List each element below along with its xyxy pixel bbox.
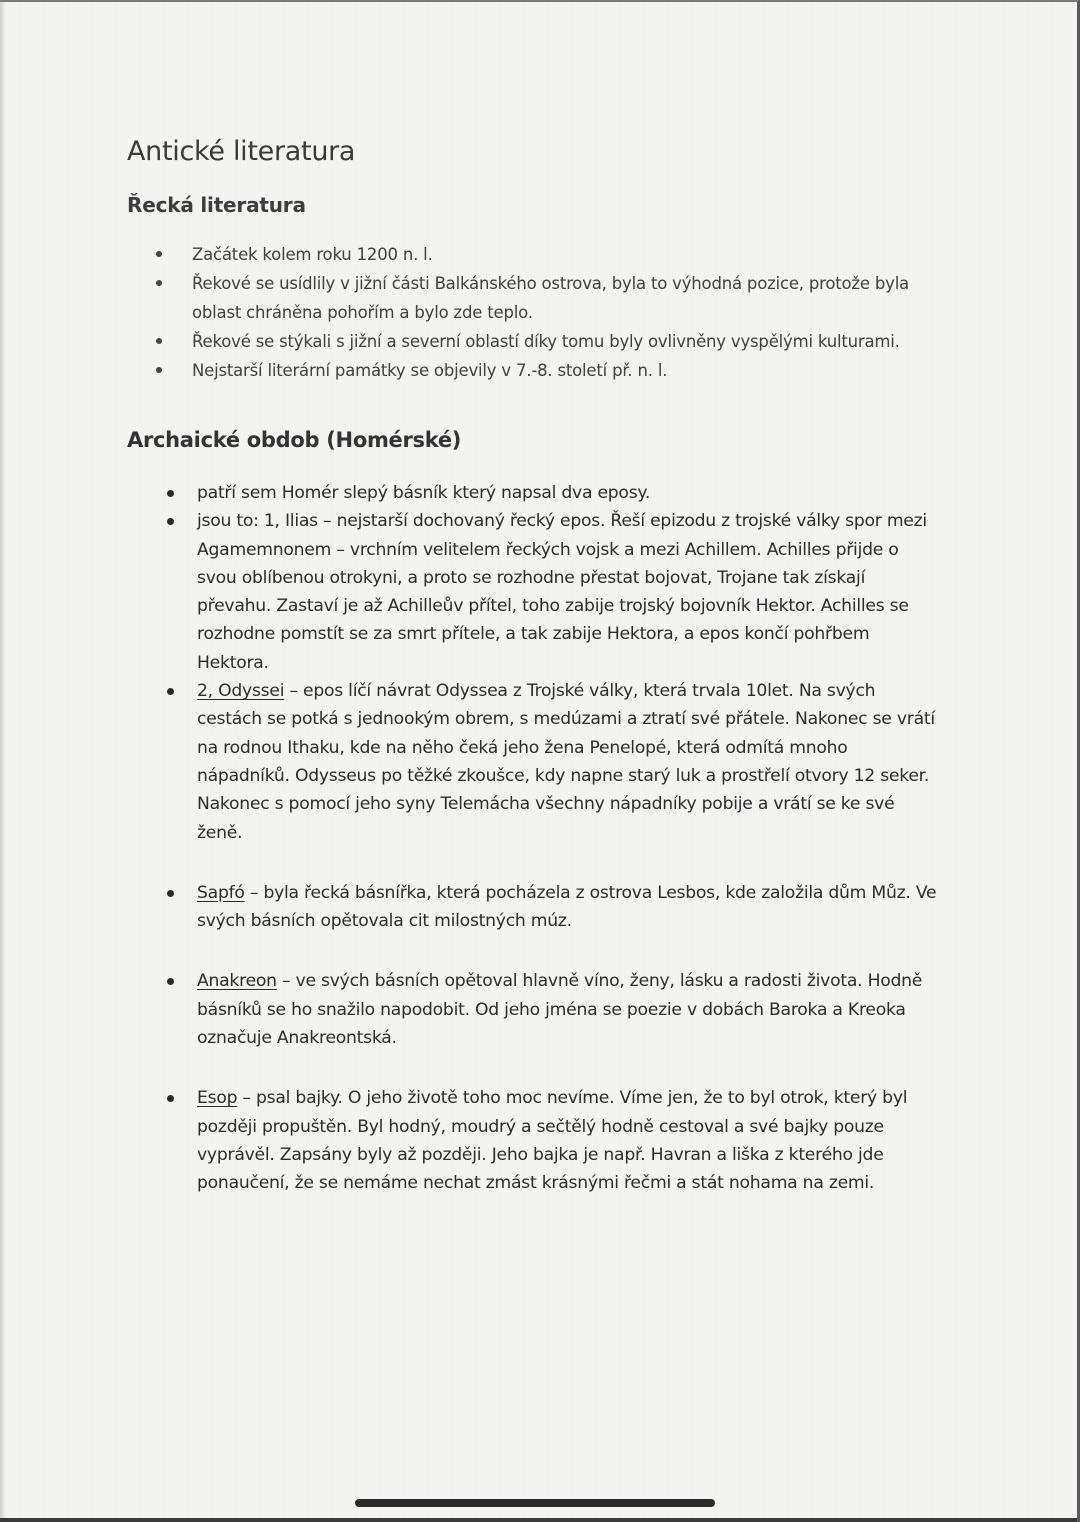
bullet-icon [167, 688, 174, 695]
bullet-icon [156, 280, 162, 286]
list-item [192, 269, 912, 327]
bullet-icon [156, 367, 162, 373]
list-item-text: – psal bajky. O jeho životě toho moc nevíme. Víme jen, že to byl otrok, který byl později propuštěn. Byl hodný, moudrý a sečtělý hodně cestoval a své bajky pouze vyprávěl. Zapsány byly až později. Jeho bajka je např. Havran a liška z kterého jde ponaučení, že se nemáme nechat zmást krásnými řečmi a stát nohama na zemi. [197, 1088, 908, 1194]
list-item-text: Nejstarší literární památky se objevily v 7.-8. století př. n. l. [192, 361, 668, 380]
bullet-icon [167, 978, 174, 985]
horizontal-scrollbar[interactable] [355, 1499, 715, 1507]
list-item-text: Začátek kolem roku 1200 n. l. [192, 245, 433, 264]
list-item-ilias [197, 507, 937, 677]
section-heading-greek-literature: Řecká literatura [127, 193, 306, 217]
bullet-icon [167, 1095, 174, 1102]
list-item-text: Řekové se stýkali s jižní a severní oblastí díky tomu byly ovlivněny vyspělými kulturami. [192, 332, 900, 351]
list-item [192, 356, 912, 385]
list-item-text: Řekové se usídlily v jižní části Balkánského ostrova, byla to výhodná pozice, protože byla oblast chráněna pohořím a bylo zde teplo. [192, 274, 909, 322]
bullet-icon [167, 490, 174, 497]
document-title: Antické literatura [127, 136, 356, 167]
list-item-anakreon [197, 967, 937, 1052]
anakreon-term: Anakreon [197, 971, 277, 992]
bullet-icon [167, 518, 174, 525]
list-item-text: – byla řecká básnířka, která pocházela z ostrova Lesbos, kde založila dům Můz. Ve svých básních opětovala cit milostných múz. [197, 882, 937, 932]
list-item-text: – ve svých básních opětoval hlavně víno, ženy, lásku a radosti života. Hodně básníků se ho snažilo napodobit. Od jeho jména se poezie v dobách Baroka a Kreoka označuje Anakreontská. [197, 971, 923, 1049]
page-bottom-edge [0, 1518, 1080, 1522]
greek-literature-list [192, 240, 912, 385]
list-item [192, 327, 912, 356]
list-item-odyssei [197, 677, 937, 847]
list-item [192, 240, 912, 269]
bullet-icon [167, 890, 174, 897]
sapfo-term: Sapfó [197, 882, 245, 903]
archaic-period-list [197, 479, 937, 1198]
list-item-sapfo [197, 879, 937, 936]
list-item-homer [197, 479, 937, 507]
odyssei-term: 2, Odyssei [197, 681, 285, 702]
esop-term: Esop [197, 1088, 238, 1109]
list-item-text: patří sem Homér slepý básník který napsal dva eposy. [197, 483, 651, 503]
section-heading-archaic-period: Archaické obdob (Homérské) [127, 428, 462, 452]
list-item-text: – epos líčí návrat Odyssea z Trojské války, která trvala 10let. Na svých cestách se potká s jednookým obrem, s medúzami a ztratí své přátele. Nakonec se vrátí na rodnou Ithaku, kde na něho čeká jeho žena Penelopé, která odmítá mnoho nápadníků. Odysseus po těžké zkoušce, kdy napne starý luk a prostřelí otvory 12 seker. Nakonec s pomocí jeho syny Telemácha všechny nápadníky pobije a vrátí se ke své ženě. [197, 681, 935, 843]
bullet-icon [156, 251, 162, 257]
document-content [0, 2, 1080, 1522]
list-item-esop [197, 1084, 937, 1197]
bullet-icon [156, 338, 162, 344]
list-item-text: jsou to: 1, Ilias – nejstarší dochovaný řecký epos. Řeší epizodu z trojské války spor mezi Agamemnonem – vrchním velitelem řeckých vojsk a mezi Achillem. Achilles přijde o svou oblíbenou otrokyni, a proto se rozhodne přestat bojovat, Trojane tak získají převahu. Zastaví je až Achilleův přítel, toho zabije trojský bojovník Hektor. Achilles se rozhodne pomstít se za smrt přítele, a tak zabije Hektora, a epos končí pohřbem Hektora. [197, 511, 927, 673]
